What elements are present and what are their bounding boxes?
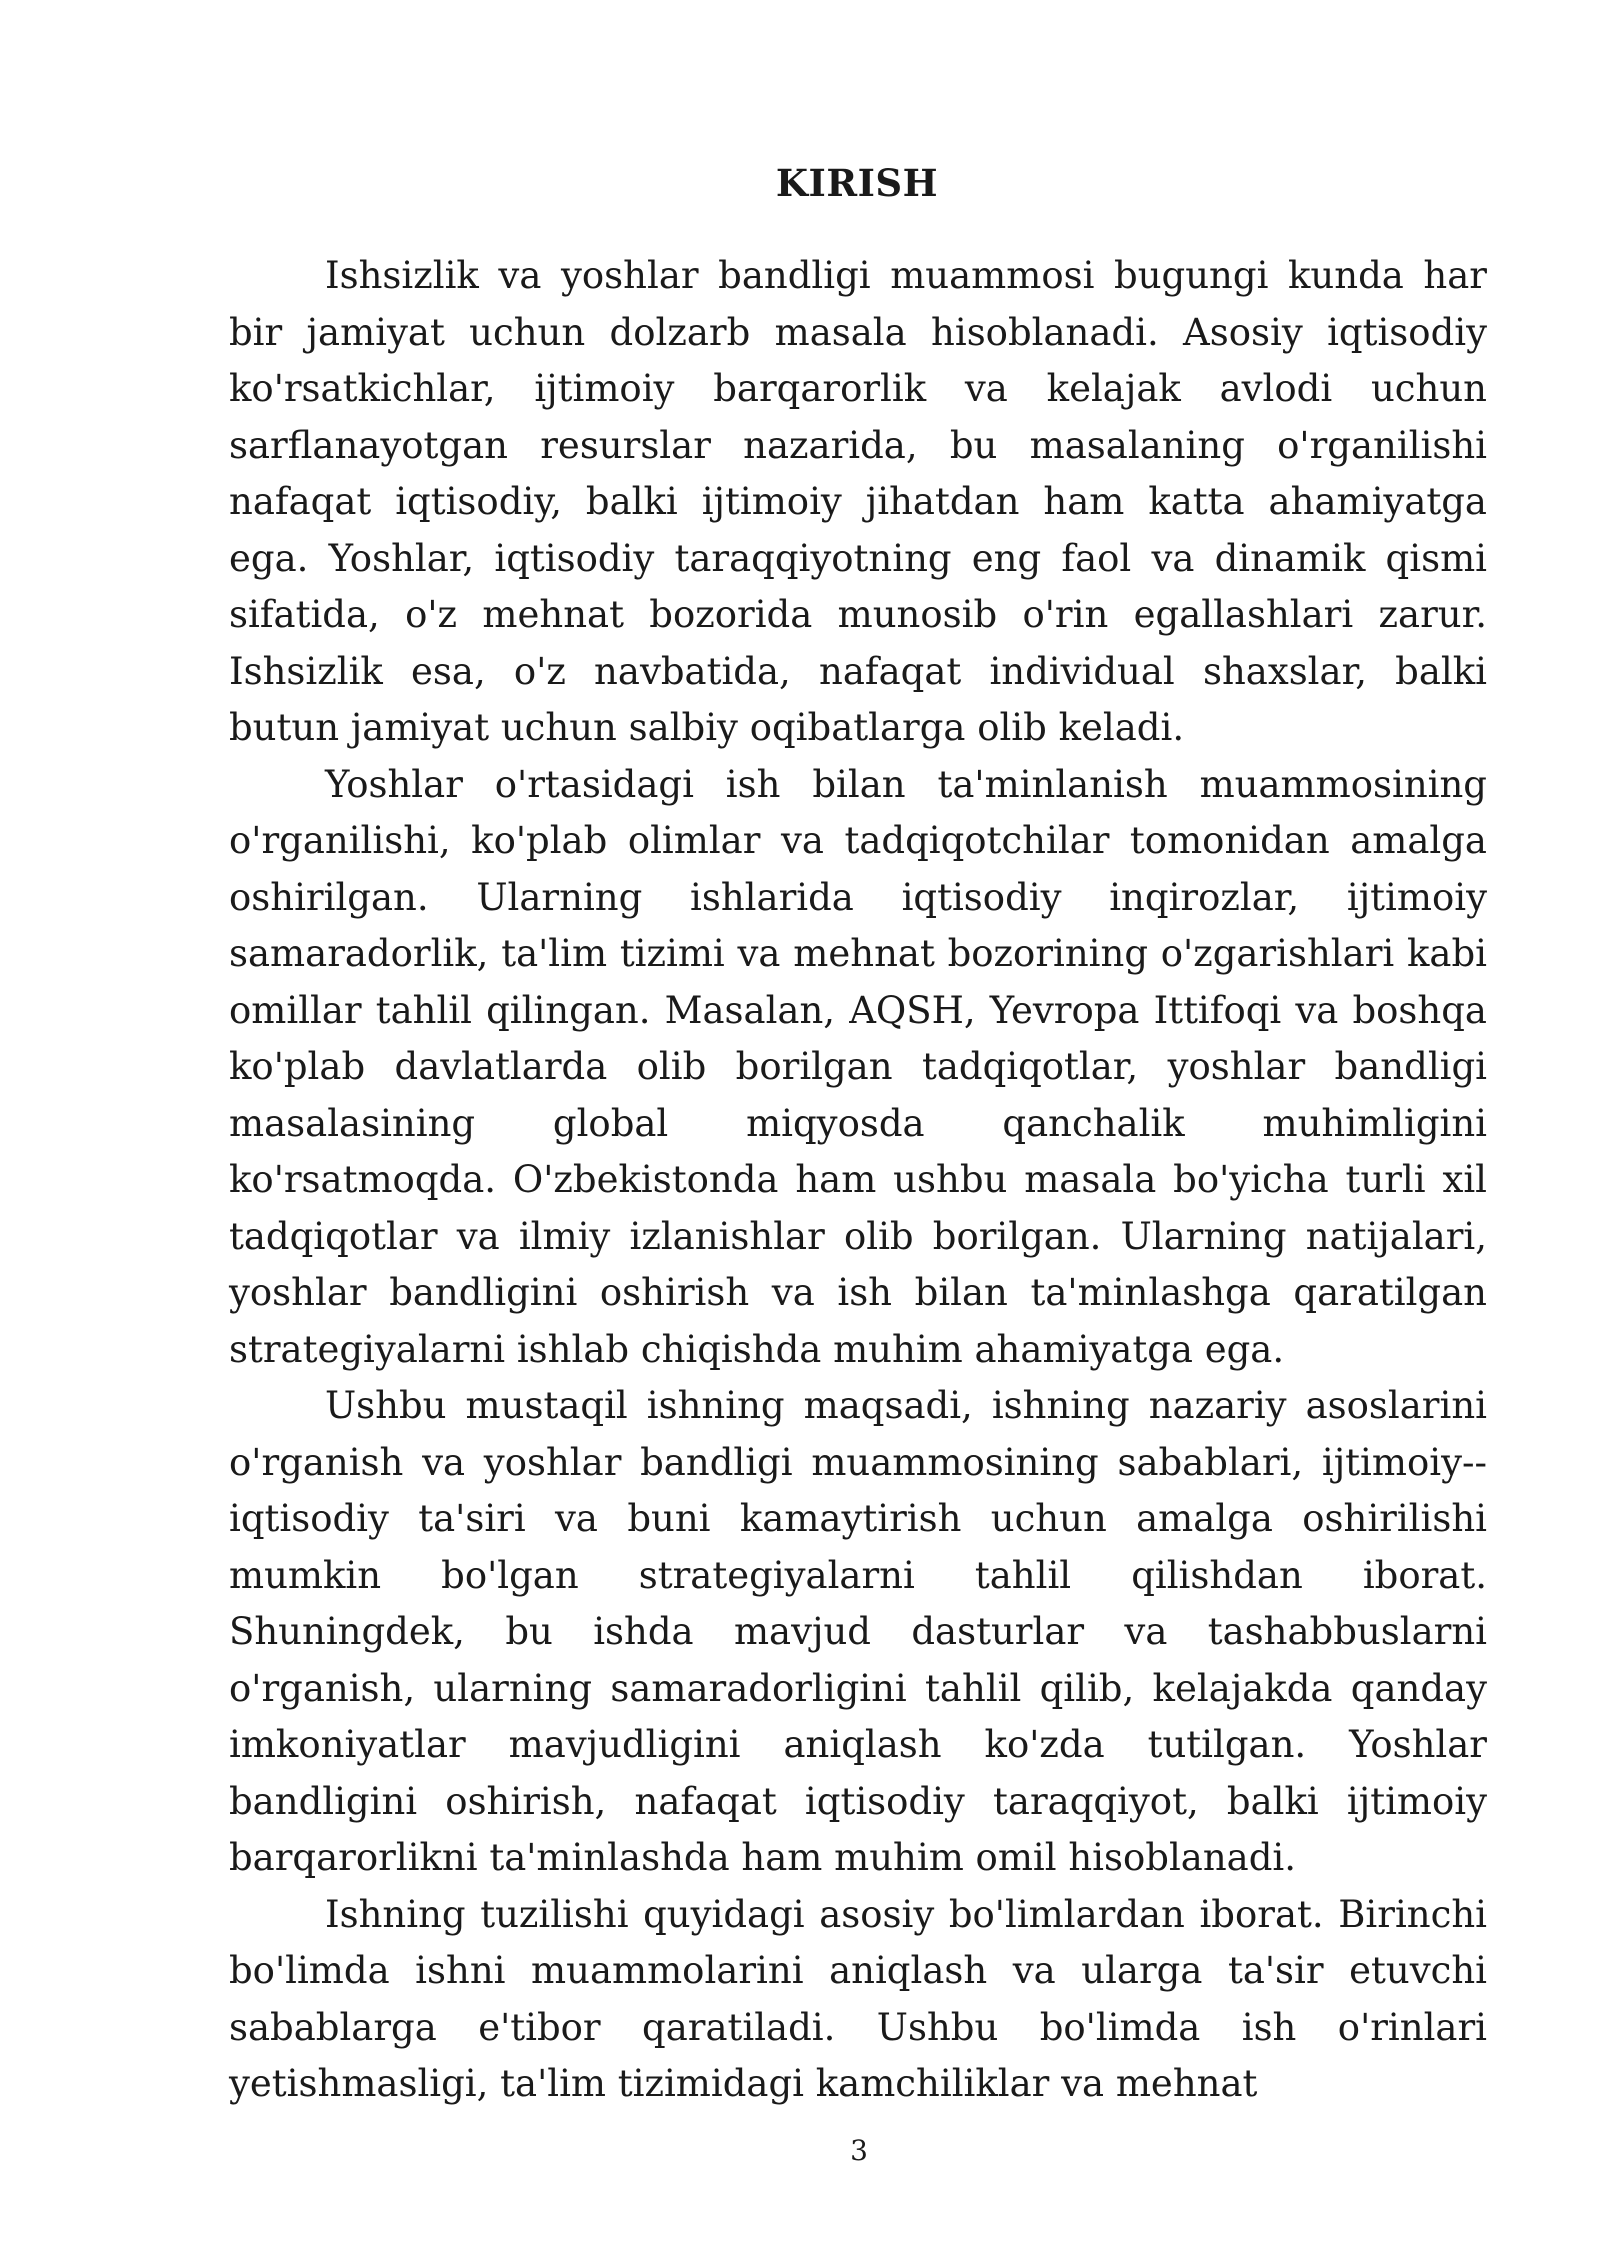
paragraph-4: Ishning tuzilishi quyidagi asosiy bo'limlardan iborat. Birinchi bo'limda ishni muammolarini aniqlash va ularga ta'sir etuvchi sabablarga e'tibor qaratiladi. Ushbu bo'limda ish o'rinlari yetishmasligi, ta'lim tizimidagi kamchiliklar va mehnat <box>229 1892 1487 2105</box>
page-title: KIRISH <box>775 161 939 205</box>
paragraph-3: Ushbu mustaqil ishning maqsadi, ishning nazariy asoslarini o'rganish va yoshlar bandligi muammosining sabablari, ijtimoiy-iqtisodiy ta'siri va buni kamaytirish uchun amalga oshirilishi mumkin bo'lgan strategiyalarni tahlil qilishdan iborat. Shuningdek, bu ishda mavjud dasturlar va tashabbuslarni o'rganish, ularning samaradorligini tahlil qilib, kelajakda qanday imkoniyatlar mavjudligini aniqlash ko'zda tutilgan. Yoshlar bandligini oshirish, nafaqat iqtisodiy taraqqiyot, balki ijtimoiy barqarorlikni ta'minlashda ham muhim omil hisoblanadi. <box>229 1384 1487 1879</box>
paragraph-1: Ishsizlik va yoshlar bandligi muammosi bugungi kunda har bir jamiyat uchun dolzarb masala hisoblanadi. Asosiy iqtisodiy ko'rsatkichlar, ijtimoiy barqarorlik va kelajak avlodi uchun sarflanayotgan resurslar nazarida, bu masalaning o'rganilishi nafaqat iqtisodiy, balki ijtimoiy jihatdan ham katta ahamiyatga ega. Yoshlar, iqtisodiy taraqqiyotning eng faol va dinamik qismi sifatida, o'z mehnat bozorida munosib o'rin egallashlari zarur. Ishsizlik esa, o'z navbatida, nafaqat individual shaxslar, balki butun jamiyat uchun salbiy oqibatlarga olib keladi. <box>229 254 1487 749</box>
page-number: 3 <box>850 2134 868 2167</box>
body-text <box>229 248 1487 2113</box>
paragraph-2: Yoshlar o'rtasidagi ish bilan ta'minlanish muammosining o'rganilishi, ko'plab olimlar va tadqiqotchilar tomonidan amalga oshirilgan. Ularning ishlarida iqtisodiy inqirozlar, ijtimoiy samaradorlik, ta'lim tizimi va mehnat bozorining o'zgarishlari kabi omillar tahlil qilingan. Masalan, AQSH, Yevropa Ittifoqi va boshqa ko'plab davlatlarda olib borilgan tadqiqotlar, yoshlar bandligi masalasining global miqyosda qanchalik muhimligini ko'rsatmoqda. O'zbekistonda ham ushbu masala bo'yicha turli xil tadqiqotlar va ilmiy izlanishlar olib borilgan. Ularning natijalari, yoshlar bandligini oshirish va ish bilan ta'minlashga qaratilgan strategiyalarni ishlab chiqishda muhim ahamiyatga ega. <box>229 762 1487 1371</box>
